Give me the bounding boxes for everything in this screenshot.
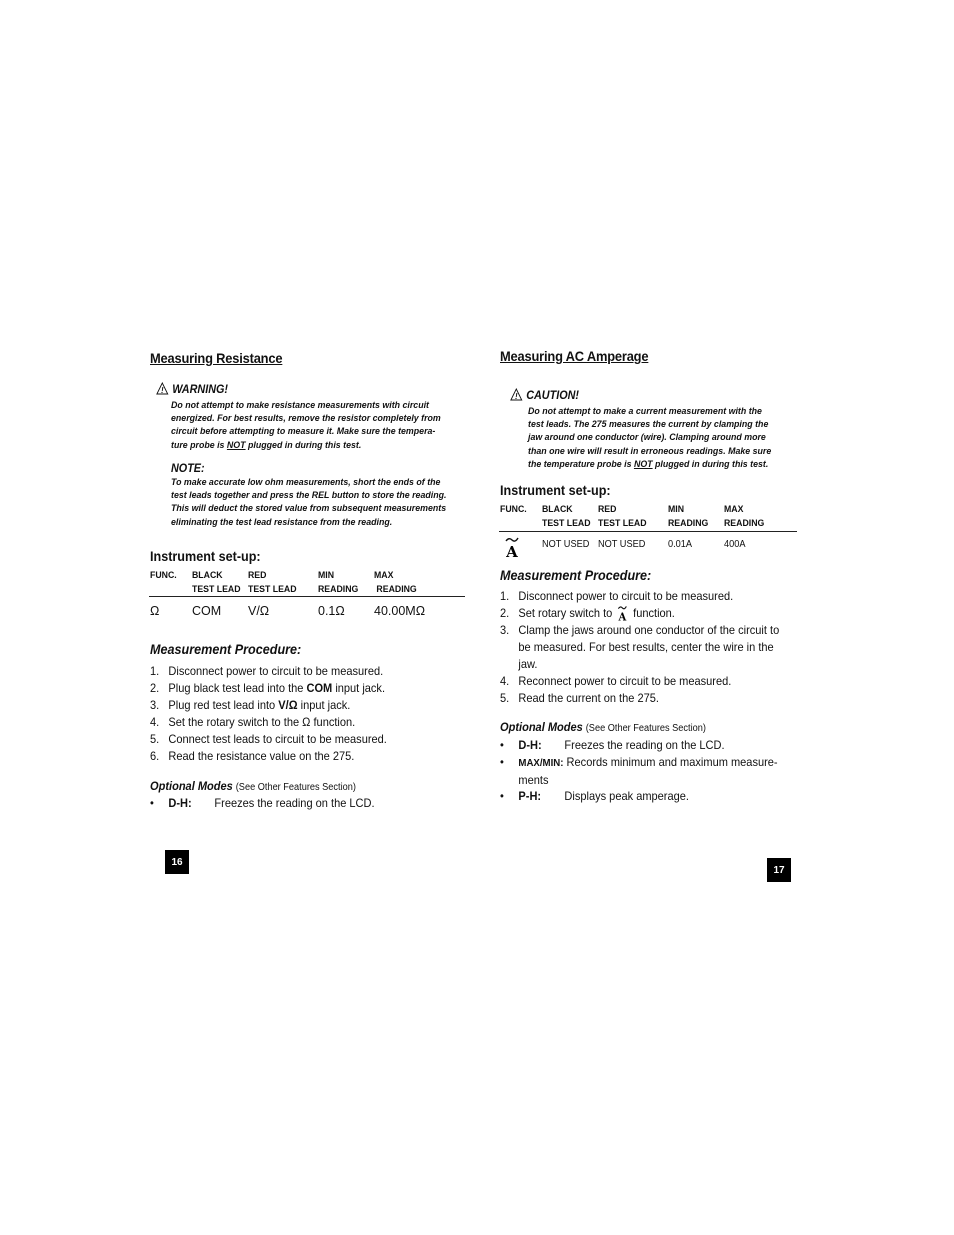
optional-title: Optional Modes: [500, 720, 583, 734]
optional-note: (See Other Features Section): [585, 723, 706, 734]
step-text: input jack.: [297, 698, 351, 712]
table-divider: [499, 531, 797, 532]
th-line: RED: [248, 570, 267, 581]
warning-line: energized. For best results, remove the resistor completely from: [171, 413, 441, 425]
note-text: [171, 476, 461, 529]
table-header-red: [598, 503, 647, 531]
note-line: eliminating the test lead resistance from the reading.: [171, 516, 393, 528]
list-item: [150, 714, 454, 731]
step-text: Reconnect power to circuit to be measured.: [518, 674, 732, 688]
note-line: test leads together and press the REL button to store the reading.: [171, 490, 447, 502]
page-number-left: 16: [165, 850, 189, 874]
th-line: RED: [598, 504, 617, 515]
table-header-func: [500, 503, 527, 517]
th-line: FUNC.: [150, 570, 177, 581]
table-header-min: [668, 503, 708, 531]
cell-black-lead: NOT USED: [542, 539, 590, 550]
ac-clamp-amps-icon: [503, 536, 521, 563]
svg-text:!: !: [161, 385, 164, 395]
th-line: TEST LEAD: [248, 584, 297, 595]
step-number: 5.: [150, 732, 160, 746]
step-text: Clamp the jaws around one conductor of the circuit to be measured. For best results, center the wire in the jaw.: [518, 623, 780, 671]
option-text: Records minimum and maximum measure-ments: [518, 755, 778, 787]
list-item: [500, 605, 785, 622]
step-text: Read the current on the 275.: [518, 691, 659, 705]
cell-min: 0.1Ω: [318, 604, 345, 618]
th-line: MAX: [724, 504, 744, 515]
step-text: Plug red test lead into: [168, 698, 279, 712]
bullet-icon: •: [500, 789, 504, 803]
caution-line: Do not attempt to make a current measurement with the: [528, 406, 762, 417]
th-line: BLACK: [542, 504, 573, 515]
caution-line: test leads. The 275 measures the current by clamping the: [528, 419, 769, 431]
step-number: 4.: [150, 715, 160, 729]
option-text: Displays peak amperage.: [564, 789, 689, 803]
warning-title: WARNING!: [172, 382, 228, 396]
list-item: [500, 673, 785, 690]
step-bold: V/Ω: [278, 698, 298, 712]
caution-line: plugged in during this test.: [652, 458, 769, 470]
th-line: TEST LEAD: [192, 584, 241, 595]
step-number: 3.: [150, 698, 160, 712]
step-bold: COM: [306, 681, 333, 695]
section-title-ac-amperage: Measuring AC Amperage: [500, 348, 649, 364]
option-key: D-H:: [168, 796, 192, 810]
step-number: 4.: [500, 674, 510, 688]
table-divider: [149, 596, 465, 597]
th-line: TEST LEAD: [598, 518, 647, 529]
option-key: MAX/MIN:: [518, 757, 564, 769]
list-item: [150, 748, 454, 765]
bullet-icon: •: [150, 796, 154, 810]
note-title: NOTE:: [171, 461, 205, 475]
th-line: MAX: [374, 570, 394, 581]
optional-modes-heading: [150, 779, 356, 793]
step-text: Plug black test lead into the: [168, 681, 307, 695]
caution-heading: [510, 388, 579, 402]
step-number: 3.: [500, 623, 510, 637]
warning-line: circuit before attempting to measure it. Make sure the tempera-: [171, 426, 436, 438]
table-header-black: [192, 569, 241, 597]
th-line: READING: [724, 518, 765, 529]
list-item: [500, 690, 785, 707]
svg-text:A: A: [618, 610, 627, 621]
warning-text: [171, 399, 461, 452]
step-text: function.: [630, 606, 675, 620]
bullet-icon: •: [500, 738, 504, 752]
cell-black-lead: COM: [192, 604, 222, 618]
note-line: To make accurate low ohm measurements, short the ends of the: [171, 477, 441, 488]
note-line: This will deduct the stored value from subsequent measurements: [171, 503, 447, 515]
table-header-red: [248, 569, 297, 597]
option-key: D-H:: [518, 738, 542, 752]
th-line: MIN: [668, 504, 685, 515]
th-line: FUNC.: [500, 504, 527, 515]
step-number: 2.: [500, 606, 510, 620]
warning-line: plugged in during this test.: [245, 439, 362, 451]
caution-line: jaw around one conductor (wire). Clamping around more: [528, 432, 766, 444]
th-line: READING: [318, 584, 359, 595]
step-text: Connect test leads to circuit to be measured.: [168, 732, 387, 746]
caution-title: CAUTION!: [526, 388, 580, 402]
table-header-func: [150, 569, 177, 583]
cell-func: Ω: [150, 604, 160, 618]
option-key: P-H:: [518, 789, 542, 803]
step-number: 5.: [500, 691, 510, 705]
step-number: 1.: [150, 664, 160, 678]
step-text: Disconnect power to circuit to be measured.: [168, 664, 384, 678]
caution-emphasis: NOT: [633, 458, 653, 470]
cell-min: 0.01A: [668, 539, 693, 550]
table-header-min: [318, 569, 358, 597]
option-text: Freezes the reading on the LCD.: [214, 796, 375, 810]
list-item: [150, 731, 454, 748]
th-line: BLACK: [192, 570, 223, 581]
procedure-title-right: Measurement Procedure:: [500, 567, 652, 583]
caution-line: the temperature probe is: [528, 458, 634, 470]
procedure-list-right: [500, 588, 785, 707]
step-text: Disconnect power to circuit to be measured.: [518, 589, 734, 603]
cell-max: 400A: [724, 539, 746, 550]
warning-triangle-icon: [156, 382, 169, 395]
step-number: 2.: [150, 681, 160, 695]
optional-modes-heading-right: [500, 720, 706, 734]
list-item: [150, 663, 454, 680]
option-item: [500, 737, 785, 754]
th-line: READING: [374, 584, 417, 595]
list-item: [500, 622, 785, 673]
list-item: [150, 680, 454, 697]
step-text: Set rotary switch to: [518, 606, 616, 620]
optional-note: (See Other Features Section): [235, 782, 356, 793]
table-header-max: [374, 569, 417, 597]
step-text: input jack.: [332, 681, 386, 695]
warning-line: Do not attempt to make resistance measurements with circuit: [171, 400, 430, 411]
list-item: [150, 697, 454, 714]
procedure-list: [150, 663, 454, 765]
step-text: Read the resistance value on the 275.: [168, 749, 355, 763]
setup-title: Instrument set-up:: [150, 548, 261, 564]
page-number-right: 17: [767, 858, 791, 882]
optional-title: Optional Modes: [150, 779, 233, 793]
section-title-resistance: Measuring Resistance: [150, 350, 283, 366]
warning-heading: [156, 382, 228, 396]
cell-red-lead: NOT USED: [598, 539, 646, 550]
step-text: Set the rotary switch to the Ω function.: [168, 715, 356, 729]
step-number: 6.: [150, 749, 160, 763]
option-item: [500, 788, 785, 805]
table-header-max: [724, 503, 764, 531]
warning-line: ture probe is: [171, 439, 227, 451]
th-line: TEST LEAD: [542, 518, 591, 529]
option-item: [500, 754, 785, 789]
procedure-title: Measurement Procedure:: [150, 641, 302, 657]
list-item: [500, 588, 785, 605]
option-text: Freezes the reading on the LCD.: [564, 738, 725, 752]
cell-red-lead: V/Ω: [248, 604, 270, 618]
svg-text:A: A: [506, 543, 518, 558]
bullet-icon: •: [500, 755, 504, 769]
caution-line: than one wire will result in erroneous readings. Make sure: [528, 445, 772, 457]
table-header-black: [542, 503, 591, 531]
ac-clamp-amps-icon: [615, 605, 630, 621]
setup-title-right: Instrument set-up:: [500, 482, 611, 498]
svg-text:!: !: [515, 391, 518, 401]
warning-emphasis: NOT: [226, 439, 246, 451]
th-line: READING: [668, 518, 709, 529]
cell-max: 40.00MΩ: [374, 604, 426, 618]
warning-triangle-icon: [510, 388, 523, 401]
th-line: MIN: [318, 570, 335, 581]
caution-text: [528, 405, 804, 471]
step-number: 1.: [500, 589, 510, 603]
